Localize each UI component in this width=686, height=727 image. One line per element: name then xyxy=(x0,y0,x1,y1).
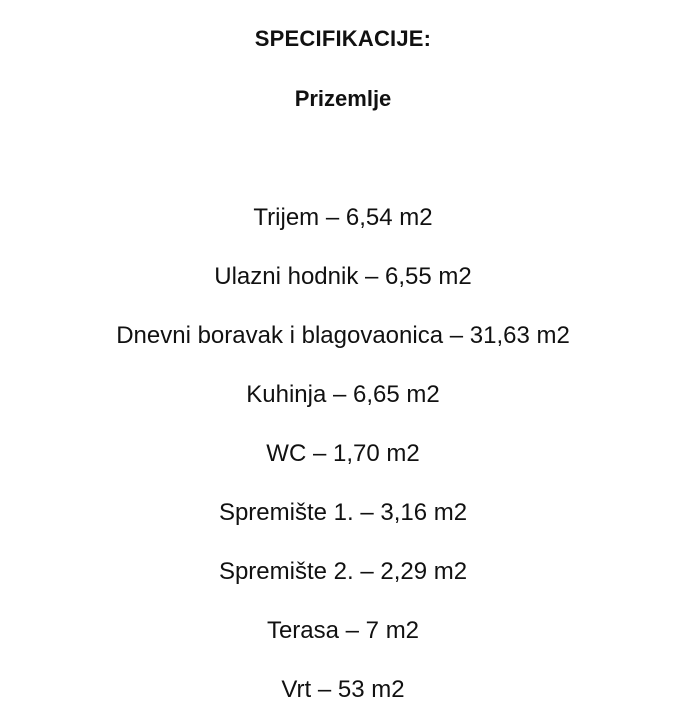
room-item-terasa: Terasa – 7 m2 xyxy=(266,617,420,644)
section-heading: Prizemlje xyxy=(294,86,392,111)
room-item-dnevni-boravak: Dnevni boravak i blagovaonica – 31,63 m2 xyxy=(116,322,570,349)
document-title: SPECIFIKACIJE: xyxy=(254,26,432,51)
room-item-wc: WC – 1,70 m2 xyxy=(266,440,420,467)
room-item-trijem: Trijem – 6,54 m2 xyxy=(253,204,433,231)
room-item-vrt: Vrt – 53 m2 xyxy=(281,676,405,703)
room-item-spremiste-1: Spremište 1. – 3,16 m2 xyxy=(218,499,468,526)
room-item-spremiste-2: Spremište 2. – 2,29 m2 xyxy=(218,558,468,585)
room-item-ulazni-hodnik: Ulazni hodnik – 6,55 m2 xyxy=(214,263,472,290)
room-list xyxy=(0,196,686,727)
room-item-kuhinja: Kuhinja – 6,65 m2 xyxy=(246,381,440,408)
